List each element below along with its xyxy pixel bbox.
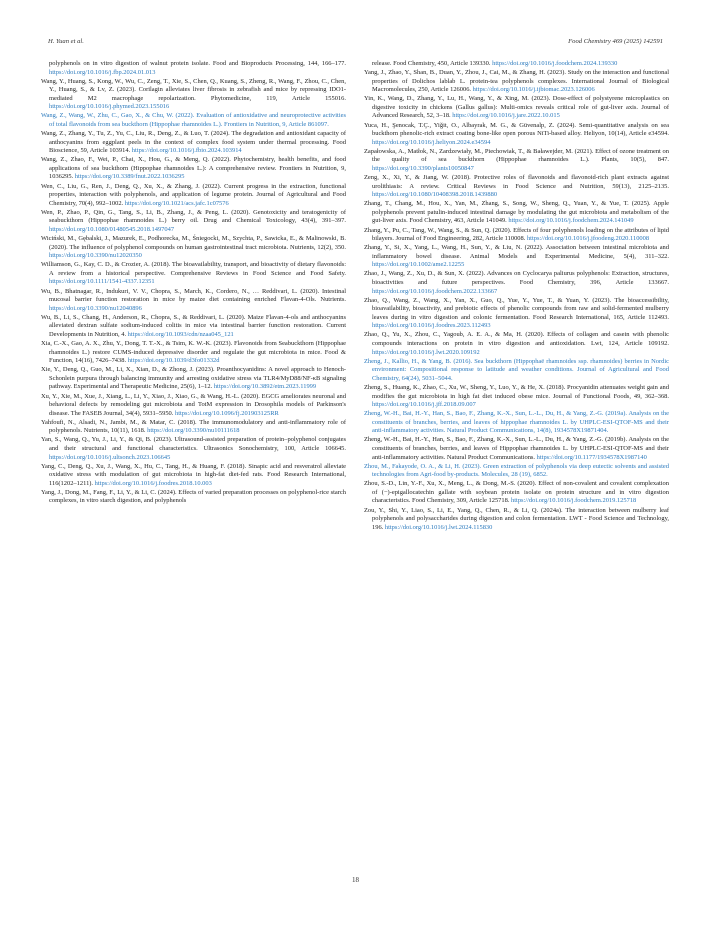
page-number: 18 (352, 876, 359, 884)
reference-entry (364, 174, 669, 200)
reference-entry (364, 200, 669, 226)
reference-entry (41, 60, 346, 77)
doi-link[interactable]: https://doi.org/10.1039/d3fo01332d (127, 357, 220, 365)
reference-text[interactable]: Zheng, J., Kallio, H., & Yang, B. (2016). Sea buckthorn (Hippophaë rhamnoides ssp. rhamnoides) berries in Nordic environment: Compositional response to latitude and weather conditions. Journal of Agricultural and Food Chemistry, 64(24), 5031–5044. (364, 357, 669, 382)
reference-entry (364, 463, 669, 480)
doi-link[interactable]: https://doi.org/10.3390/nu10111618 (147, 427, 240, 435)
reference-entry (364, 358, 669, 384)
reference-entry (364, 148, 669, 174)
reference-text[interactable]: Zhou, M., Fakayode, O. A., & Li, H. (2023). Green extraction of polyphenols via deep eutectic solvents and assisted technologies from Agri-food by-products. Molecules, 28 (19), 6852. (364, 462, 669, 479)
reference-text: Zhao, Q., Wang, Z., Wang, X., Yan, X., Guo, Q., Yue, Y., Yue, T., & Yuan, Y. (2023). The bioaccessibility, bioavailability, bioactivity, and prebiotic effects of phenolic compounds from raw and solid-fermented mulberry leaves during in vitro digestion and colonic fermentation. Food Research International, 165, Article 112493. (364, 296, 669, 321)
reference-entry (364, 227, 669, 244)
reference-text: Zhang, T., Chang, M., Hou, X., Yan, M., Zhang, S., Song, W., Sheng, Q., Yuan, Y., & Yue, T. (2025). Apple polyphenols prevent patulin-induced intestinal damage by modulating the gut microbiota and metabolism of the gut-liver axis. Food Chemistry, 463, Article 141049. (364, 200, 669, 225)
reference-text: Wen, C., Liu, G., Ren, J., Deng, Q., Xu, X., & Zhang, J. (2022). Current progress in the extraction, functional properties, interaction with polyphenols, and application of legume protein. Journal of Agricultural and Food Chemistry, 70(4), 992–1002. (41, 182, 346, 207)
reference-text: release. Food Chemistry, 450, Article 139330. (372, 60, 493, 67)
doi-link[interactable]: https://doi.org/10.1016/j.foodchem.2019.125718 (511, 497, 637, 505)
reference-text: Yang, J., Dong, M., Fang, F., Li, Y., & Li, C. (2024). Effects of varied preparation processes on polyphenol-rice starch complexes, in vitro starch digestion, and polyphenols (41, 488, 346, 505)
reference-text: Xu, Y., Xie, M., Xue, J., Xiang, L., Li, Y., Xiao, J., Xiao, G., & Wang, H.-L. (2020). EGCG ameliorates neuronal and behavioral defects by remodeling gut microbiota and TotM expression in Drosophila models of Parkinson's disease. The FASEB Journal, 34(4), 5931–5950. (41, 392, 346, 417)
reference-text: Zou, Y., Shi, Y., Liao, S., Li, E., Yang, Q., Chen, R., & Li, Q. (2024a). The interaction between mulberry leaf polyphenols and polysaccharides during digestion and colon fermentation. LWT - Food Science and Technology, 196. (364, 506, 669, 531)
reference-text: Yang, J., Zhao, Y., Shan, B., Duan, Y., Zhou, J., Cai, M., & Zhang, H. (2023). Study on the interaction and functional properties of Dolichos lablab L. protein-tea polyphenols complexes. International Journal of Biological Macromolecules, 250, Article 126006. (364, 69, 669, 94)
doi-link[interactable]: https://doi.org/10.1016/j.fbio.2024.103914 (131, 147, 242, 155)
doi-link[interactable]: https://doi.org/10.1016/j.lwt.2024.115830 (384, 523, 493, 531)
reference-entry (41, 183, 346, 209)
doi-link[interactable]: https://doi.org/10.1096/fj.201903125RR (175, 409, 279, 417)
reference-text: Wen, P., Zhao, P., Qin, G., Tang, S., Li, B., Zhang, J., & Peng, L. (2020). Genotoxicity and teratogenicity of seabuckthorn (Hippophae rhamnoides L.) berry oil. Drug and Chemical Toxicology, 43(4), 391–397. (41, 208, 346, 225)
reference-entry (364, 480, 669, 506)
doi-link[interactable]: https://doi.org/10.1177/1934578X1987140 (536, 453, 647, 461)
reference-text: Yang, C., Deng, Q., Xu, J., Wang, X., Hu, C., Tang, H., & Huang, F. (2018). Sinapic acid and resveratrol alleviate oxidative stress with modulation of gut microbiota in high-fat diet-fed rats. Food Research International, 116(1202–1211). (41, 462, 346, 487)
reference-entry (364, 60, 669, 69)
reference-entry (41, 209, 346, 235)
reference-entry (41, 340, 346, 366)
doi-link[interactable]: https://doi.org/10.1016/j.foodchem.2024.141049 (508, 217, 634, 225)
reference-entry (364, 122, 669, 148)
reference-text: polyphenols on in vitro digestion of walnut protein isolate. Food and Bioproducts Processing, 144, 166–177. (49, 60, 346, 67)
reference-text[interactable]: Wang, Z., Wang, W., Zhu, C., Gao, X., & Chu, W. (2022). Evaluation of antioxidative and neuroprotective activities of total flavonoids from sea buckthorn (Hippophae rhamnoides L.). Frontiers in Nutrition, 9, Article 861097. (41, 112, 346, 129)
reference-entry (364, 507, 669, 533)
doi-link[interactable]: https://doi.org/10.3389/fnut.2022.1036295 (74, 173, 185, 181)
doi-link[interactable]: https://doi.org/10.3892/etm.2023.11999 (213, 383, 317, 391)
doi-link[interactable]: https://doi.org/10.1111/1541-4337.12351 (49, 278, 155, 286)
reference-entry (364, 436, 669, 462)
reference-text: Zhang, Y., Si, X., Yang, L., Wang, H., Sun, Y., & Liu, N. (2022). Association between intestinal microbiota and inflammatory bowel disease. Animal Models and Experimental Medicine, 5(4), 311–322. (364, 244, 669, 260)
doi-link[interactable]: https://doi.org/10.1016/j.foodchem.2022.133667 (372, 287, 498, 295)
doi-link[interactable]: https://doi.org/10.1002/ame2.12255 (372, 261, 465, 269)
reference-text: Williamson, G., Kay, C. D., & Crozier, A. (2018). The bioavailability, transport, and bioactivity of dietary flavonoids: A review from a historical perspective. Comprehensive Reviews in Food Science and Food Safety. (41, 261, 346, 277)
reference-text: Wang, Z., Zhao, F., Wei, P., Chai, X., Hou, G., & Meng, Q. (2022). Phytochemistry, health benefits, and food applications of sea buckthorn (Hippophae rhamnoides L.): A comprehensive review. Frontiers in Nutrition, 9, 1036295. (41, 156, 346, 181)
reference-entry (41, 261, 346, 287)
reference-entry (41, 130, 346, 156)
reference-entry (364, 384, 669, 410)
running-header-authors: H. Yuan et al. (48, 38, 84, 45)
reference-text: Yan, S., Wang, Q., Yu, J., Li, Y., & Qi, B. (2023). Ultrasound-assisted preparation of protein–polyphenol conjugates and their structural and functional characteristics. Ultrasonics Sonochemistry, 100, Article 106645. (41, 436, 346, 452)
reference-entry (364, 297, 669, 331)
reference-text: Wang, Z., Zhang, Y., Tu, Z., Yu, C., Liu, R., Deng, Z., & Luo, T. (2024). The degradation and antioxidant capacity of anthocyanins from eggplant peels in the context of complex food system under thermal processing. Food Bioscience, 59, Article 103914. (41, 130, 346, 155)
reference-entry (41, 112, 346, 129)
doi-link[interactable]: https://doi.org/10.1080/10408398.2018.1439880 (372, 191, 498, 199)
doi-link[interactable]: https://doi.org/10.1016/j.fbp.2024.01.013 (49, 68, 156, 76)
reference-text: Yin, K., Wang, D., Zhang, Y., Lu, H., Wang, Y., & Xing, M. (2023). Dose-effect of polystyrene microplastics on digestive toxicity in chickens (Gallus gallus): Multi-omics reveals critical role of gut-liver axis. Journal of Advanced Research, 52, 3–18. (364, 95, 669, 120)
reference-text: Zhang, Y., Pu, C., Tang, W., Wang, S., & Sun, Q. (2020). Effects of four polyphenols loading on the attributes of lipid bilayers. Journal of Food Engineering, 282, Article 110008. (364, 226, 669, 243)
doi-link[interactable]: https://doi.org/10.1016/j.jff.2018.09.007 (372, 401, 476, 409)
reference-text: Zheng, W.-H., Bai, H.-Y., Han, S., Bao, F., Zhang, K.-X., Sun, L.-L., Du, H., & Yang, Z.-G. (2019b). Analysis on the constituents of branches, berries, and leaves of Hippophae rhamnoides L. by UHPLC-ESI-QTOF-MS and their anti-inflammatory activities. Natural Product Communications. (364, 436, 669, 461)
doi-link[interactable]: https://doi.org/10.1016/j.heliyon.2024.e34594 (372, 138, 491, 146)
references-left-column (41, 60, 346, 507)
reference-text: Wiciński, M., Gębalski, J., Mazurek, E., Podhorecka, M., Śniegocki, M., Szychta, P., Sawicka, E., & Malinowski, B. (2020). The influence of polyphenol compounds on human gastrointestinal tract microbiota. Nutrients, 12(2), 350. (41, 235, 346, 251)
reference-text: Wang, Y., Huang, S., Kong, W., Wu, C., Zeng, T., Xie, S., Chen, Q., Kuang, S., Zheng, R., Wang, F., Zhou, C., Chen, Y., Huang, S., & Lv, Z. (2023). Corilagin alleviates liver fibrosis in zebrafish and mice by repressing IDO1-mediated M2 macrophage repolarization. Phytomedicine, 119, Article 155016. (41, 77, 346, 102)
reference-entry (41, 314, 346, 340)
doi-link[interactable]: https://doi.org/10.1016/j.ultsonch.2023.106645 (49, 453, 171, 461)
reference-text: Zeng, X., Xi, Y., & Jiang, W. (2018). Protective roles of flavonoids and flavonoid-rich plant extracts against urolithiasis: A review. Critical Reviews in Food Science and Nutrition, 59(13), 2125–2135. (364, 174, 669, 190)
reference-text: Xia, C.-X., Gao, A. X., Zhu, Y., Dong, T. T.-X., & Tsim, K. W.-K. (2023). Flavonoids from Seabuckthorn (Hippophae rhamnoides L.) restore CUMS-induced depressive disorder and regulate the gut microbiota in mice. Food & Function, 14(16), 7426–7438. (41, 340, 346, 365)
doi-link[interactable]: https://doi.org/10.1016/j.jfoodeng.2020.110008 (526, 235, 650, 243)
reference-text[interactable]: Zheng, W.-H., Bai, H.-Y., Han, S., Bao, F., Zhang, K.-X., Sun, L.-L., Du, H., & Yang, Z.-G. (2019a). Analysis on the constituents of branches, berries, and leaves of hippophae rhamnoides L. by UHPLC-ESI-QTOF-MS and their anti-inflammatory activities. Natural Product Communications, 14(8), 1934578X19871404. (364, 410, 669, 435)
doi-link[interactable]: https://doi.org/10.1016/j.foodres.2018.10.003 (94, 479, 212, 487)
doi-link[interactable]: https://doi.org/10.1016/j.ijbiomac.2023.126006 (472, 86, 595, 94)
doi-link[interactable]: https://doi.org/10.1016/j.phymed.2023.155016 (49, 103, 170, 111)
reference-entry (41, 78, 346, 112)
reference-text: Zhao, J., Wang, Z., Xu, D., & Sun, X. (2022). Advances on Cyclocarya paliurus polyphenols: Extraction, structures, bioactivities and future perspectives. Food Chemistry, 396, Article 133667. (364, 270, 669, 287)
doi-link[interactable]: https://doi.org/10.1016/j.foodchem.2024.139330 (492, 60, 618, 67)
reference-entry (41, 156, 346, 182)
reference-entry (364, 270, 669, 296)
doi-link[interactable]: https://doi.org/10.1016/j.jare.2022.10.015 (452, 112, 560, 120)
doi-link[interactable]: https://doi.org/10.1080/01480545.2018.1497047 (49, 225, 175, 233)
reference-entry (41, 463, 346, 489)
reference-text: Wu, B., Bhatnagar, R., Indukuri, V. V., Chopra, S., March, K., Cordero, N., … Reddivari, L. (2020). Intestinal mucosal barrier function restoration in mice by maize diet containing enriched Flavan-4-Ols. Nutrients. (41, 287, 346, 304)
reference-entry (41, 393, 346, 419)
reference-entry (41, 235, 346, 261)
doi-link[interactable]: https://doi.org/10.3390/plants10050847 (372, 164, 474, 172)
reference-text: Wu, B., Li, S., Chang, H., Anderson, R., Chopra, S., & Reddivari, L. (2020). Maize Flavan-4-ols and anthocyanins alleviated dextran sulfate sodium-induced colitis in mice via intestinal barrier function restoration. Current Developments in Nutrition, 4. (41, 313, 346, 338)
reference-text: Zapałowska, A., Matłok, N., Zardzewiały, M., Piechowiak, T., & Baławejder, M. (2021). Effect of ozone treatment on the quality of sea buckthorn (Hippophae rhamnoides L.). Plants, 10(5), 847. (364, 147, 669, 164)
reference-text: Xie, Y., Deng, Q., Guo, M., Li, X., Xian, D., & Zhong, J. (2023). Proanthocyanidins: A novel approach to Henoch-Schonlein purpura through balancing immunity and arresting oxidative stress via TLR4/MyD88/NF-κB signaling pathway. Experimental and Therapeutic Medicine, 25(6), 1–12. (41, 366, 346, 391)
reference-text: Yahfoufi, N., Alsadi, N., Jambi, M., & Matar, C. (2018). The immunomodulatory and anti-inflammatory role of polyphenols. Nutrients, 10(11), 1618. (41, 418, 346, 435)
doi-link[interactable]: https://doi.org/10.3390/nu12040896 (49, 304, 142, 312)
running-header-journal: Food Chemistry 469 (2025) 142591 (568, 38, 663, 45)
reference-text: Zhou, S.-D., Lin, Y.-F., Xu, X., Meng, L., & Dong, M.-S. (2020). Effect of non-covalent and covalent complexation of (−)-epigallocatechin gallate with soybean protein isolate on protein structure and in vitro digestion characteristics. Food Chemistry, 309, Article 125718. (364, 480, 669, 505)
doi-link[interactable]: https://doi.org/10.3390/nu12020350 (49, 252, 142, 260)
reference-entry (364, 331, 669, 357)
references-right-column (364, 60, 669, 533)
reference-entry (364, 244, 669, 270)
doi-link[interactable]: https://doi.org/10.1016/j.foodres.2023.112493 (372, 322, 491, 330)
reference-text: Zhao, Q., Yu, X., Zhou, C., Yagoub, A. E. A., & Ma, H. (2020). Effects of collagen and casein with phenolic compounds interactions on protein in vitro digestion and antioxidation. Lwt, 124, Article 109192. (364, 331, 669, 348)
reference-text: Zheng, S., Huang, K., Zhao, C., Xu, W., Sheng, Y., Luo, Y., & He, X. (2018). Procyanidin attenuates weight gain and modifies the gut microbiota in high fat diet induced obese mice. Journal of Functional Foods, 49, 362–368. (364, 383, 669, 400)
reference-entry (364, 95, 669, 121)
reference-entry (364, 410, 669, 436)
doi-link[interactable]: https://doi.org/10.1093/cdn/nzaa045_121 (127, 330, 234, 338)
reference-entry (41, 489, 346, 506)
reference-entry (41, 436, 346, 462)
reference-text: Yuca, H., Şenocak, T.Ç., Yiğit, O., Albayrak, M. G., & Güvenalp, Z. (2024). Semi-quantitative analysis on sea buckthorn phenolic-rich extract coating bone-like open porous NiTi-based alloy. Heliyon, 10(14), Article e34594. (364, 121, 669, 138)
reference-entry (41, 288, 346, 314)
doi-link[interactable]: https://doi.org/10.1016/j.lwt.2020.109192 (372, 348, 480, 356)
reference-entry (41, 366, 346, 392)
reference-entry (364, 69, 669, 95)
doi-link[interactable]: https://doi.org/10.1021/acs.jafc.1c07576 (124, 199, 229, 207)
reference-entry (41, 419, 346, 436)
